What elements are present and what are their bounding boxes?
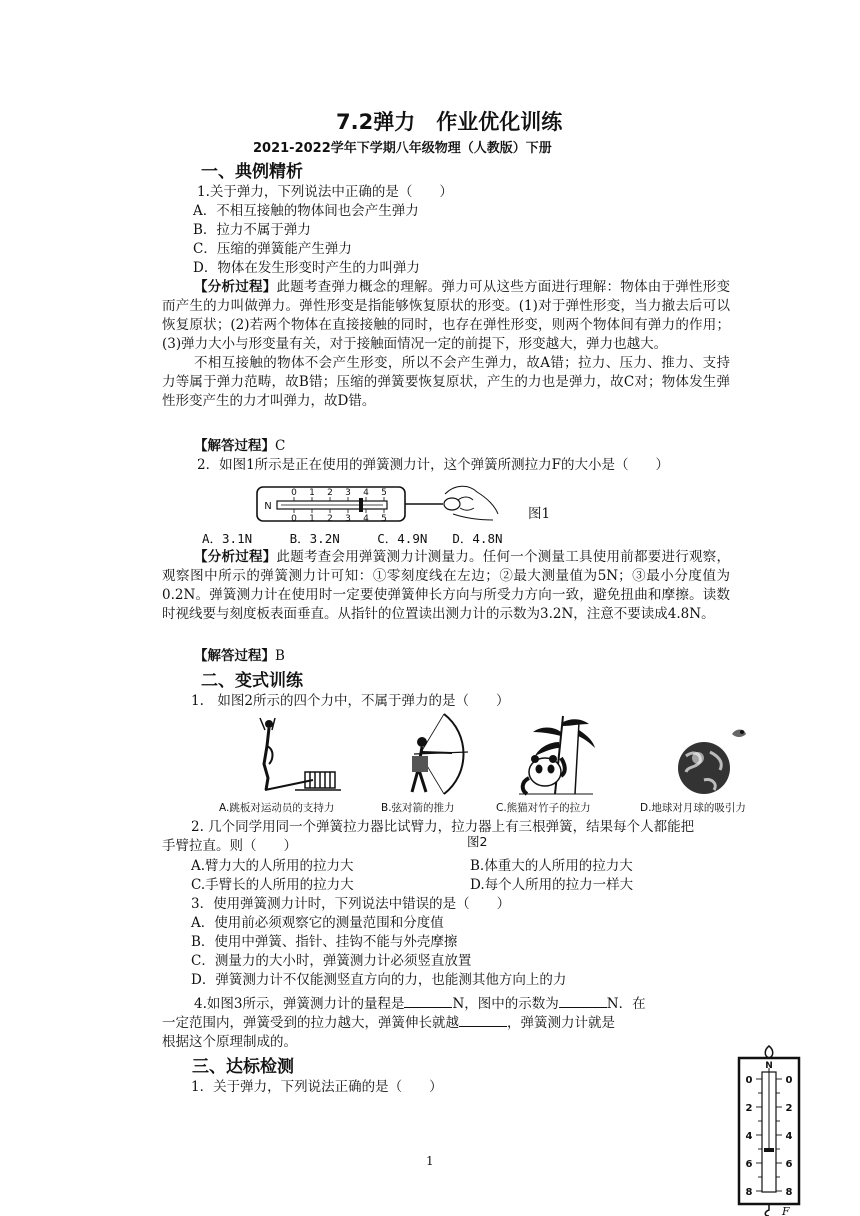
section-heading-1: 一、典例精析 [201, 162, 303, 182]
fig1-tick-top: 5 [381, 488, 387, 498]
fig3-tick-right: 2 [785, 1103, 793, 1114]
fig2-caption-a: A.跳板对运动员的支持力 [219, 802, 335, 814]
s1-q2-answer: 【解答过程】B [194, 648, 285, 664]
fig3-pointer [764, 1148, 774, 1152]
fig3-tick-left: 6 [745, 1159, 753, 1170]
fig2-caption-c: C.熊猫对竹子的拉力 [496, 802, 591, 814]
figure-1-spring-scale [255, 480, 500, 530]
fig1-tick-top: 2 [327, 488, 333, 498]
figure-1-label: 图1 [528, 506, 551, 522]
s1-q1-stem: 1.关于弹力，下列说法中正确的是（ ） [197, 184, 453, 200]
s1-q2-options: A．3.1N B．3.2N C．4.9N D．4.8N [202, 531, 503, 546]
s2-q1-stem: 1. 如图2所示的四个力中，不属于弹力的是（ ） [191, 693, 510, 709]
fig1-tick-bottom: 4 [363, 514, 369, 524]
s2-q3-option-d: D．弹簧测力计不仅能测竖直方向的力，也能测其他方向上的力 [191, 972, 567, 988]
fig2-caption-d: D.地球对月球的吸引力 [640, 802, 746, 814]
s1-q1-option-d: D．物体在发生形变时产生的力叫弹力 [193, 260, 420, 276]
s1-q1-option-c: C．压缩的弹簧能产生弹力 [193, 241, 352, 257]
figure-2a-diver-on-springboard [255, 716, 345, 794]
fig1-pointer [359, 498, 363, 512]
fig1-tick-top: 3 [345, 488, 351, 498]
s2-q2-option-d: D.每个人所用的拉力一样大 [470, 877, 634, 893]
s2-q2-option-c: C.手臂长的人所用的拉力大 [191, 877, 354, 893]
fig1-tick-bottom: 5 [381, 514, 387, 524]
figure-2b-archer [400, 712, 470, 796]
s1-q1-option-a: A．不相互接触的物体间也会产生弹力 [193, 203, 419, 219]
fig3-tick-left: 2 [745, 1103, 753, 1114]
s1-q1-analysis-2: 不相互接触的物体不会产生形变，所以不会产生弹力，故A错；拉力、压力、推力、支持力等属于弹力范畴，故B错；压缩的弹簧要恢复原状，产生的力也是弹力，故C对；物体发生弹性形变产生的力才叫弹力，故D错。 [162, 355, 730, 409]
s2-q2-stem-line1: 2. 几个同学用同一个弹簧拉力器比试臂力，拉力器上有三根弹簧，结果每个人都能把 [191, 819, 695, 835]
fig1-tick-bottom: 3 [345, 514, 351, 524]
s3-q1-stem: 1．关于弹力，下列说法正确的是（ ） [191, 1079, 443, 1095]
fig1-tick-top: 4 [363, 488, 369, 498]
s2-q3-stem: 3．使用弹簧测力计时，下列说法中错误的是（ ） [191, 896, 511, 912]
fig3-tick-left: 8 [745, 1187, 753, 1198]
s2-q3-option-c: C．测量力的大小时，弹簧测力计必须竖直放置 [191, 953, 472, 969]
s1-q2-stem: 2．如图1所示是正在使用的弹簧测力计，这个弹簧所测拉力F的大小是（ ） [197, 457, 670, 473]
s2-q2-option-b: B.体重大的人所用的拉力大 [470, 858, 633, 874]
figure-2d-earth-moon [670, 722, 760, 796]
s2-q3-option-b: B．使用中弹簧、指针、挂钩不能与外壳摩擦 [191, 934, 458, 950]
fig3-tick-left: 0 [745, 1075, 753, 1086]
figure-3-spring-scale [736, 1044, 806, 1216]
s2-q2-option-a: A.臂力大的人所用的拉力大 [191, 858, 354, 874]
fig1-tick-top: 0 [291, 488, 297, 498]
section-heading-2: 二、变式训练 [201, 671, 303, 691]
fig3-tick-right: 0 [785, 1075, 793, 1086]
s2-q4-line2: 一定范围内，弹簧受到的拉力越大，弹簧伸长就越 ，弹簧测力计就是 [162, 1015, 615, 1031]
fig2-caption-b: B.弦对箭的推力 [381, 802, 455, 814]
figure-2c-panda-bamboo [515, 712, 597, 796]
fig3-force-label: F [782, 1205, 790, 1216]
s2-q4-line3: 根据这个原理制成的。 [162, 1034, 297, 1050]
s2-q4-line1: 4.如图3所示，弹簧测力计的量程是 N，图中的示数为 N．在 [194, 996, 646, 1012]
s2-q2-stem-line2: 手臂拉直。则（ ） [162, 838, 297, 854]
s1-q1-answer: 【解答过程】C [194, 438, 286, 454]
fig3-unit: N [765, 1061, 773, 1071]
section-heading-3: 三、达标检测 [192, 1057, 294, 1077]
s1-q2-analysis: 【分析过程】此题考查会用弹簧测力计测量力。任何一个测量工具使用前都要进行观察，观察图中所示的弹簧测力计可知：①零刻度线在左边；②最大测量值为5N；③最小分度值为0.2N。弹簧测力计在使用时一定要使弹簧伸长方向与所受力方向一致，避免扭曲和摩擦。读数时视线要与刻度板表面垂直。从指针的位置读出测力计的示数为3.2N，注意不要读成4.8N。 [162, 549, 730, 622]
answer-blank[interactable] [404, 995, 452, 1008]
fig3-tick-right: 6 [785, 1159, 793, 1170]
page-subtitle: 2021-2022学年下学期八年级物理（人教版）下册 [253, 141, 552, 156]
page-number: 1 [426, 1154, 434, 1168]
s1-q1-option-b: B．拉力不属于弹力 [193, 222, 311, 238]
figure-2-label: 图2 [467, 834, 488, 849]
answer-blank[interactable] [559, 995, 607, 1008]
fig3-tick-right: 4 [785, 1131, 793, 1142]
fig1-tick-top: 1 [309, 488, 315, 498]
fig1-tick-bottom: 1 [309, 514, 315, 524]
s1-q1-analysis: 【分析过程】此题考查弹力概念的理解。弹力可从这些方面进行理解：物体由于弹性形变而产生的力叫做弹力。弹性形变是指能够恢复原状的形变。(1)对于弹性形变，当力撤去后可以恢复原状；(2)若两个物体在直接接触的同时，也存在弹性形变，则两个物体间有弹力的作用；(3)弹力大小与形变量有关，对于接触面情况一定的前提下，形变越大，弹力也越大。 [162, 279, 730, 352]
fig3-tick-right: 8 [785, 1187, 793, 1198]
s2-q3-option-a: A．使用前必须观察它的测量范围和分度值 [191, 915, 444, 931]
fig3-tick-left: 4 [745, 1131, 753, 1142]
page-title: 7.2弹力 作业优化训练 [336, 110, 563, 134]
fig1-tick-bottom: 0 [291, 514, 297, 524]
answer-blank[interactable] [459, 1014, 507, 1027]
fig1-tick-bottom: 2 [327, 514, 333, 524]
fig1-unit: N [264, 501, 272, 512]
